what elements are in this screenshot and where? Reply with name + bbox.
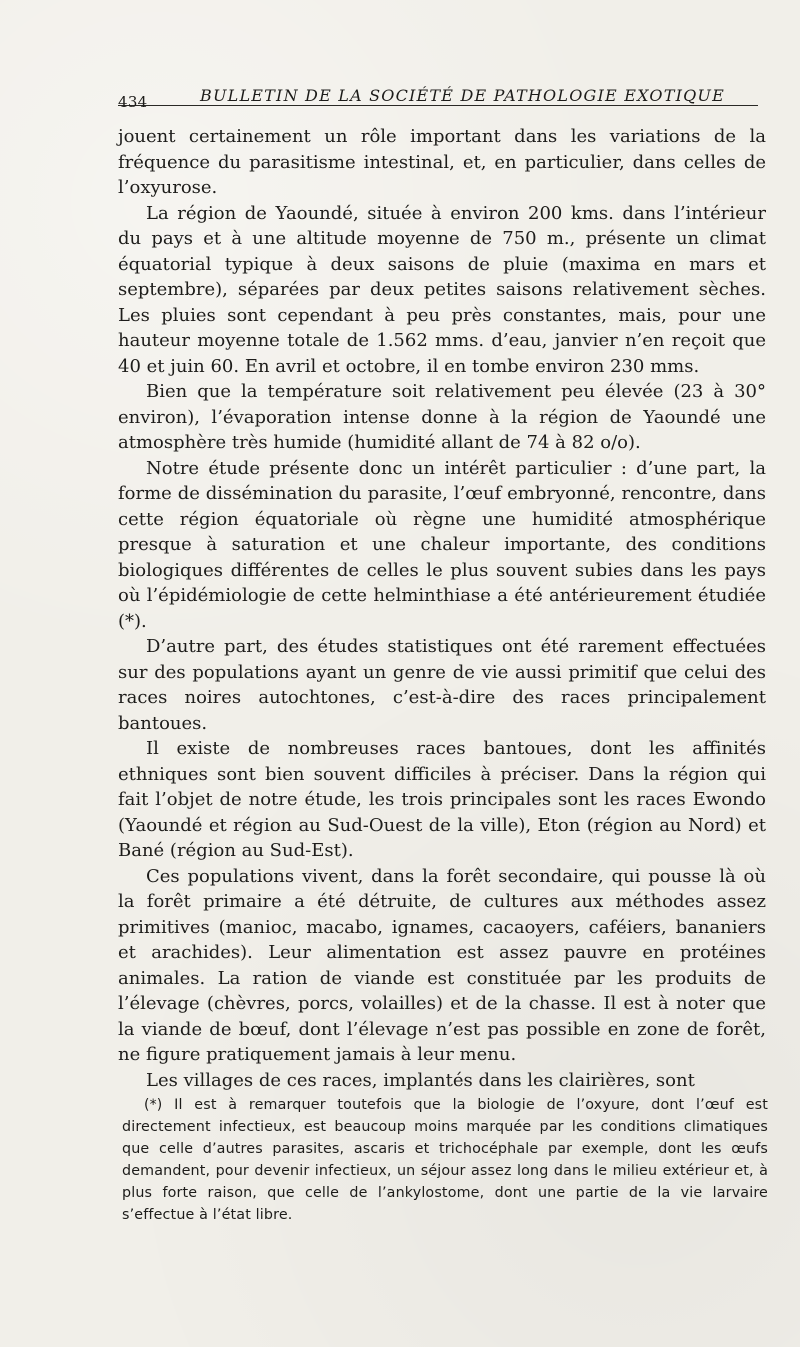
- paragraph-temperature-humidity: Bien que la température soit relativement peu élevée (23 à 30° environ), l’évaporation intense donne à la région de Yaoundé une atmosphère très humide (humidité allant de 74 à 82 o/o).: [118, 381, 766, 453]
- paragraph-statistical-studies: D’autre part, des études statistiques ont été rarement effectuées sur des populations ayant un genre de vie aussi primitif que celui des races noires autochtones, c’est-à-dire des races principalement bantoues.: [118, 636, 766, 734]
- footnote-text: Il est à remarquer toutefois que la biologie de l’oxyure, dont l’œuf est directement infectieux, est beaucoup moins marquée par les conditions climatiques que celle d’autres parasites, ascaris et trichocéphale par exemple, dont les œufs demandent, pour devenir infectieux, un séjour assez long dans le milieu extérieur et, à plus forte raison, que celle de l’ankylostome, dont une partie de la vie larvaire s’effectue à l’état libre.: [122, 1097, 768, 1223]
- paragraph-continuation: jouent certainement un rôle important dans les variations de la fréquence du parasitisme intestinal, et, en particulier, dans celles de l’oxyurose.: [118, 126, 766, 198]
- page-number: 434: [118, 93, 148, 111]
- page-header: [118, 78, 758, 111]
- paragraph-yaounde-climate: La région de Yaoundé, située à environ 200 kms. dans l’intérieur du pays et à une altitude moyenne de 750 m., présente un climat équatorial typique à deux saisons de pluie (maxima en mars et septembre), séparées par deux petites saisons relativement sèches. Les pluies sont cependant à peu près constantes, mais, pour une hauteur moyenne totale de 1.562 mms. d’eau, janvier n’en reçoit que 40 et juin 60. En avril et octobre, il en tombe environ 230 mms.: [118, 202, 766, 377]
- footnote: [122, 1094, 768, 1226]
- footnote-block: [122, 1094, 768, 1226]
- paragraph-villages: Les villages de ces races, implantés dans les clairières, sont: [146, 1069, 695, 1091]
- running-title: BULLETIN DE LA SOCIÉTÉ DE PATHOLOGIE EXOTIQUE: [200, 86, 725, 105]
- paragraph-bantu-races: Il existe de nombreuses races bantoues, dont les affinités ethniques sont bien souvent difficiles à préciser. Dans la région qui fait l’objet de notre étude, les trois principales sont les races Ewondo (Yaoundé et région au Sud-Ouest de la ville), Eton (région au Nord) et Bané (région au Sud-Est).: [118, 738, 766, 861]
- paragraph-study-interest: Notre étude présente donc un intérêt particulier : d’une part, la forme de dissémination du parasite, l’œuf embryonné, rencontre, dans cette région équatoriale où règne une humidité atmosphérique presque à saturation et une chaleur importante, des conditions biologiques différentes de celles le plus souvent subies dans les pays où l’épidémiologie de cette helminthiase a été antérieurement étudiée (*).: [118, 457, 766, 632]
- article-body: [118, 124, 766, 1093]
- footnote-marker: (*): [144, 1097, 163, 1113]
- paragraph-populations-lifestyle: Ces populations vivent, dans la forêt secondaire, qui pousse là où la forêt primaire a été détruite, de cultures aux méthodes assez primitives (manioc, macabo, ignames, cacaoyers, caféiers, bananiers et arachides). Leur alimentation est assez pauvre en protéines animales. La ration de viande est constituée par les produits de l’élevage (chèvres, porcs, volailles) et de la chasse. Il est à noter que la viande de bœuf, dont l’élevage n’est pas possible en zone de forêt, ne figure pratiquement jamais à leur menu.: [118, 865, 766, 1065]
